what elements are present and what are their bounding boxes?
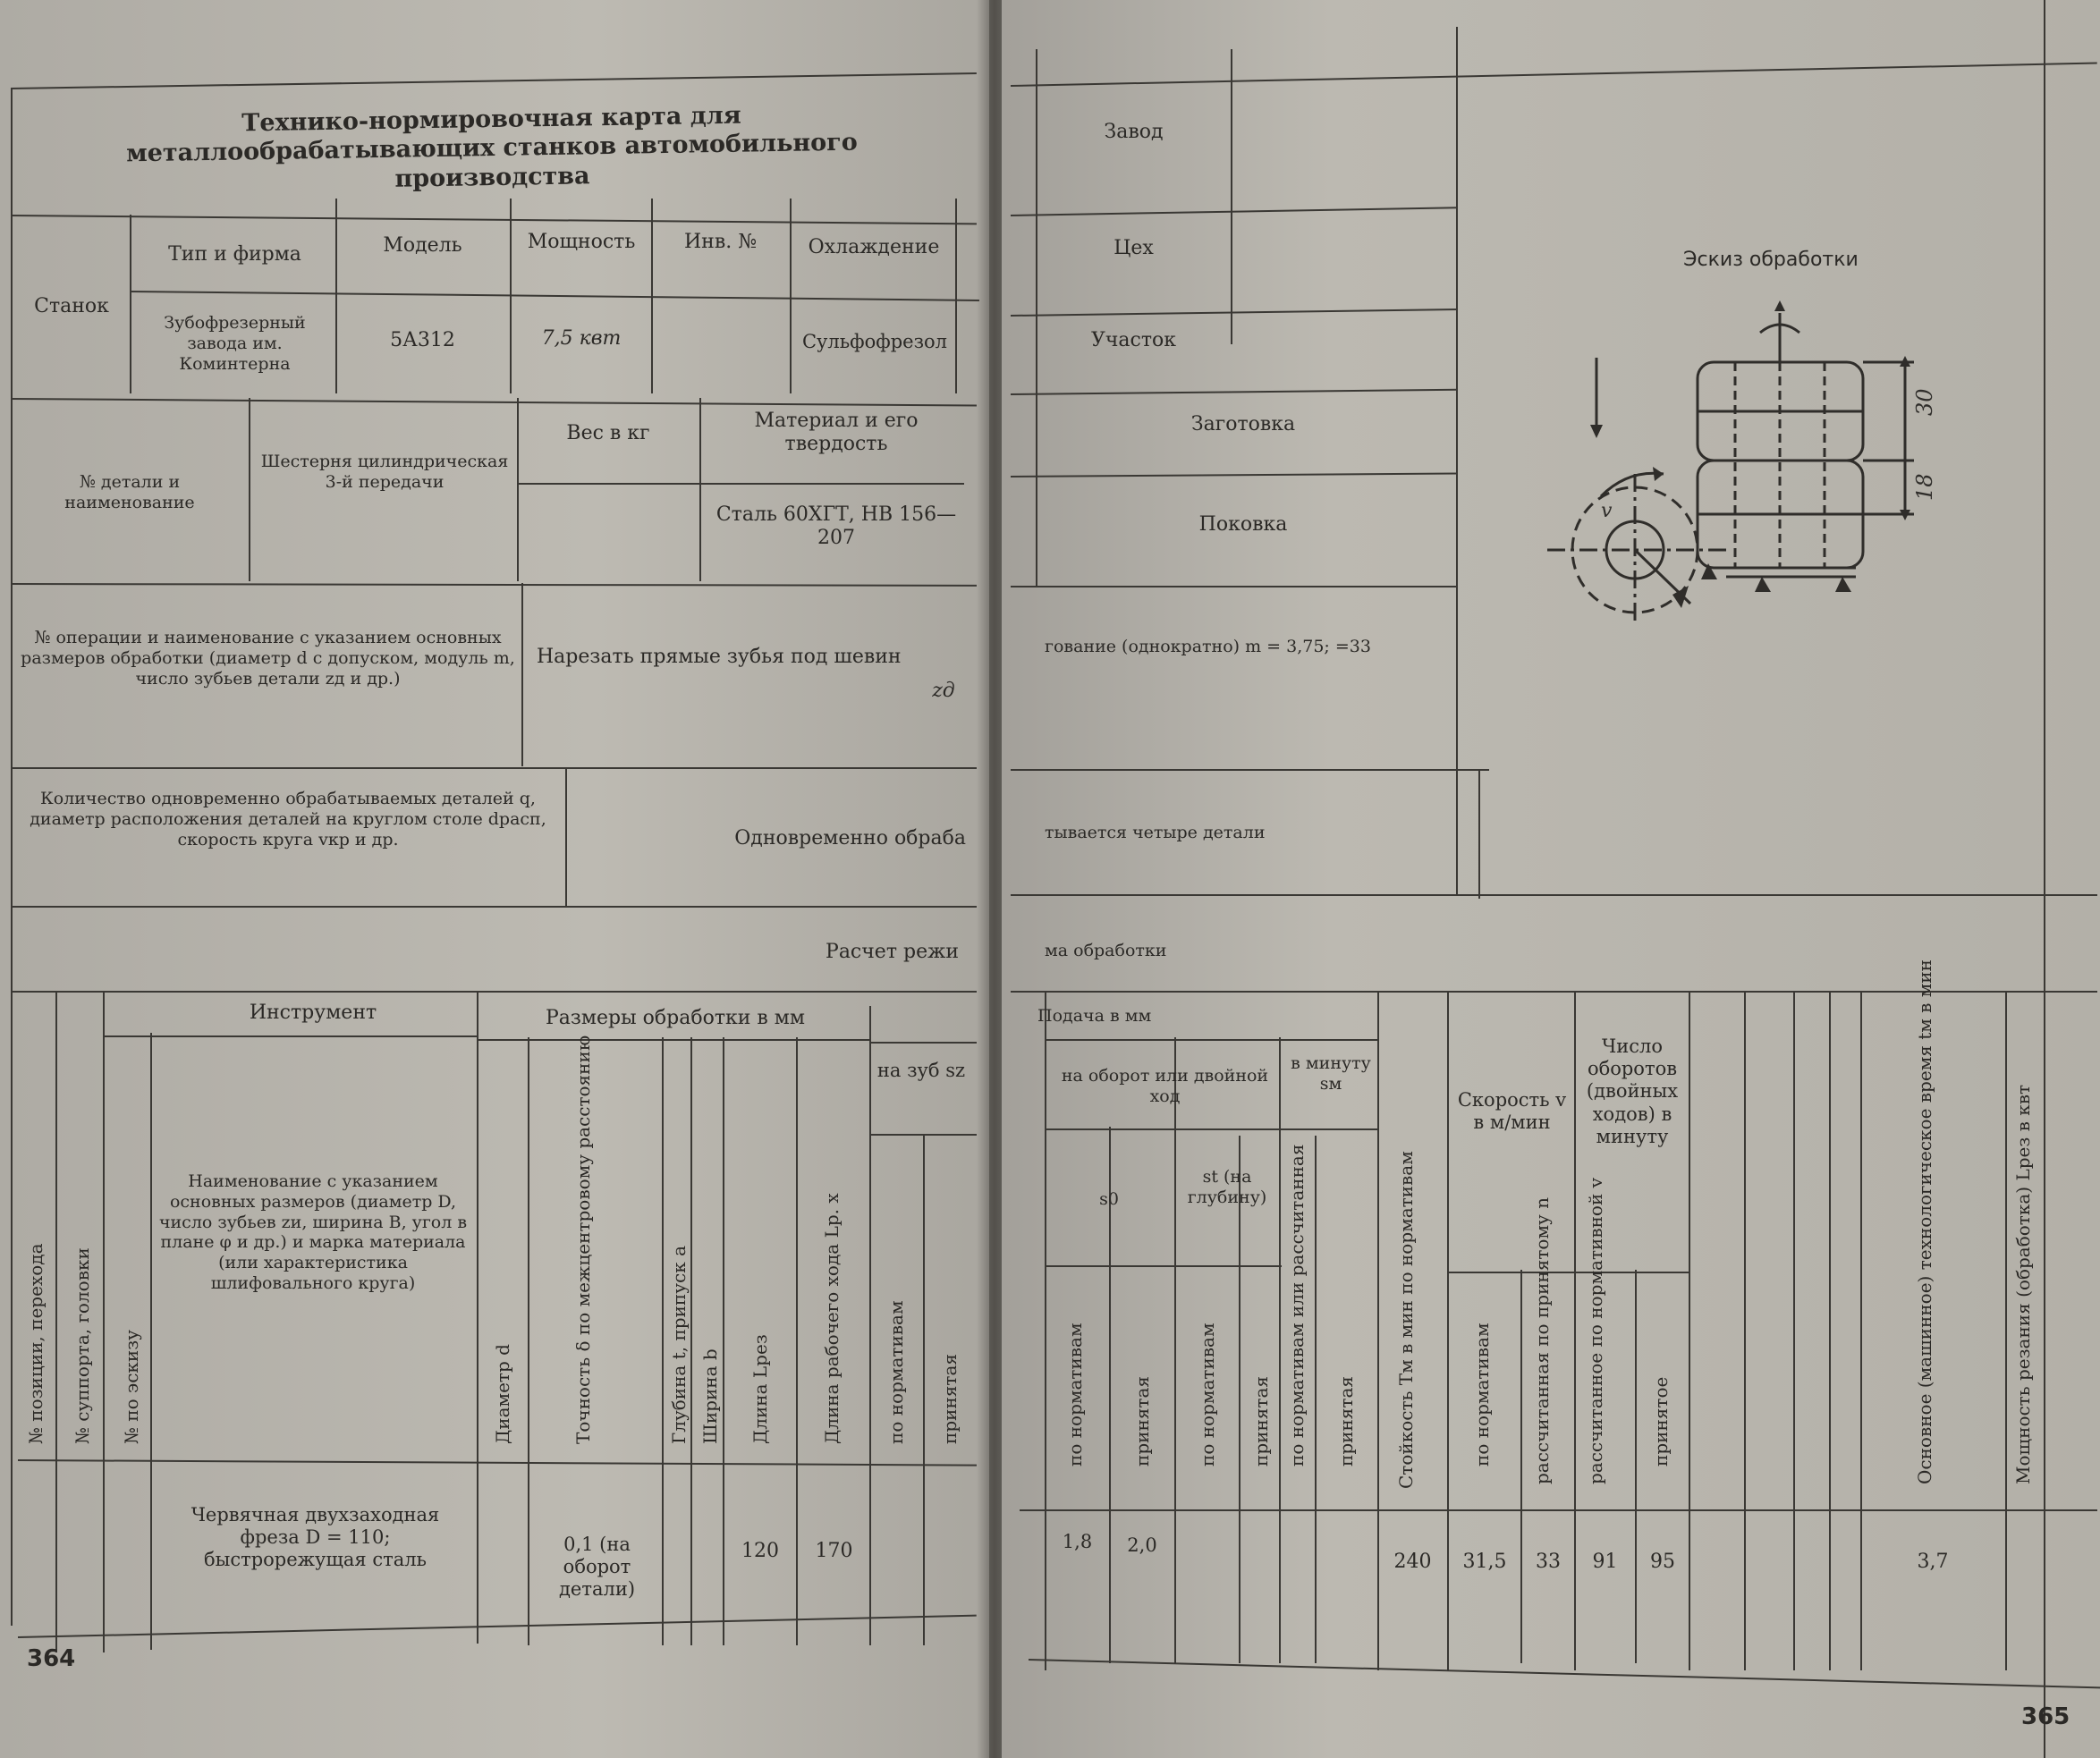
operation-value: Нарезать прямые зубья под шевин xyxy=(537,646,902,668)
power-value: 7,5 квт xyxy=(541,327,622,350)
machining-sketch xyxy=(1547,295,1977,626)
blank-label: Заготовка xyxy=(1190,413,1296,435)
card-title: Технико-нормировочная карта для металлообрабатывающих станков автомобильного производства xyxy=(125,101,858,193)
col-accuracy: Точность δ по межцентровому расстоянию xyxy=(572,1035,594,1444)
cooling-header: Охлаждение xyxy=(808,236,940,258)
operation-cont: гование (однократно) m = 3,75; =33 xyxy=(1045,637,1371,656)
col-s0-accepted: принятая xyxy=(1131,1375,1153,1466)
weight-label: Вес в кг xyxy=(566,422,650,444)
simultaneous-label: Количество одновременно обрабатываемых деталей q, диаметр расположения деталей на круглом столе dрасп, скорость круга vкр и др. xyxy=(30,789,546,849)
row-tool: Червячная двухзаходная фреза D = 110; быстрорежущая сталь xyxy=(191,1504,440,1571)
col-revs-accepted: принятое xyxy=(1650,1376,1672,1466)
revs-header: Число оборотов (двойных ходов) в минуту xyxy=(1586,1035,1679,1147)
col-per-tooth-accepted: принятая xyxy=(939,1353,961,1444)
machine-label: Станок xyxy=(34,295,109,317)
sketch-dim-18: 18 xyxy=(1912,473,1937,501)
simultaneous-cont: тывается четыре детали xyxy=(1045,823,1266,842)
row-main-time: 3,7 xyxy=(1917,1551,1949,1573)
col-per-tooth-norm: по нормативам xyxy=(885,1300,907,1444)
s0-header: s0 xyxy=(1099,1189,1119,1209)
calc-mode-label: Расчет режи xyxy=(826,941,959,963)
col-support: № суппорта, головки xyxy=(72,1247,93,1444)
row-tool-life: 240 xyxy=(1393,1551,1432,1573)
blank-value: Поковка xyxy=(1198,513,1288,536)
row-revs-calc: 91 xyxy=(1592,1551,1618,1573)
row-lrx: 170 xyxy=(815,1540,853,1562)
col-tool-life: Стойкость Tм в мин по нормативам xyxy=(1395,1151,1417,1489)
row-s0-accepted: 2,0 xyxy=(1127,1534,1157,1556)
col-diameter: Диаметр d xyxy=(492,1344,513,1444)
row-accuracy: 0,1 (на оборот детали) xyxy=(558,1534,636,1601)
col-sketch: № по эскизу xyxy=(121,1330,142,1444)
col-main-time: Основное (машинное) технологическое время tм в мин xyxy=(1914,959,1935,1484)
sketch-v: v xyxy=(1601,500,1613,522)
part-label: № детали и наименование xyxy=(64,472,195,512)
page-number-right: 365 xyxy=(2021,1703,2070,1730)
cooling-value: Сульфофрезол xyxy=(801,331,948,352)
factory-label: Завод xyxy=(1104,121,1164,143)
type-firm-value: Зубофрезерный завода им. Коминтерна xyxy=(164,313,306,374)
tool-desc: Наименование с указанием основных размеров (диаметр D, число зубьев zи, ширина B, угол в плане φ и др.) и марка материала (или характеристика шлифовального круга) xyxy=(158,1171,468,1293)
col-lrez: Длина Lрез xyxy=(749,1334,771,1444)
material-label: Материал и его твердость xyxy=(754,410,919,456)
model-header: Модель xyxy=(383,234,462,257)
type-firm-header: Тип и фирма xyxy=(168,243,301,266)
row-s0-norm: 1,8 xyxy=(1062,1531,1093,1552)
col-transition: № позиции, перехода xyxy=(25,1243,47,1444)
col-s0-norm: по нормативам xyxy=(1064,1323,1086,1466)
col-cut-power: Мощность резания (обработка) Lрез в квт xyxy=(2012,1084,2034,1484)
section-label: Участок xyxy=(1090,329,1177,351)
model-value: 5А312 xyxy=(390,329,455,351)
st-header: st (на глубину) xyxy=(1187,1167,1267,1207)
operation-z-note: zд xyxy=(932,680,955,702)
inv-no-header: Инв. № xyxy=(683,231,758,253)
per-tooth-label: на зуб sz xyxy=(876,1060,966,1081)
row-revs-accepted: 95 xyxy=(1650,1551,1675,1573)
simultaneous-value: Одновременно обраба xyxy=(734,827,966,849)
col-lrx: Длина рабочего хода Lр. х xyxy=(821,1193,843,1444)
per-rev-header: на оборот или двойной ход xyxy=(1061,1066,1269,1106)
col-width: Ширина b xyxy=(699,1348,721,1444)
operation-label: № операции и наименование с указанием основных размеров обработки (диаметр d с допуском, модуль m, число зубьев детали zд и др.) xyxy=(21,628,515,689)
col-speed-calc: рассчитанная по принятому n xyxy=(1531,1196,1553,1484)
row-lrez: 120 xyxy=(741,1540,779,1562)
sketch-title: Эскиз обработки xyxy=(1683,249,1859,271)
page-number-left: 364 xyxy=(27,1645,76,1672)
dims-header: Размеры обработки в мм xyxy=(546,1007,805,1029)
shop-label: Цех xyxy=(1114,237,1154,259)
per-min-header: в минуту sм xyxy=(1291,1053,1371,1094)
col-st-accepted: принятая xyxy=(1250,1375,1272,1466)
calc-mode-cont: ма обработки xyxy=(1045,941,1167,960)
col-min-norm-calc: по нормативам или рассчитанная xyxy=(1286,1144,1308,1466)
row-speed-calc: 33 xyxy=(1536,1551,1561,1573)
left-page xyxy=(0,0,989,1758)
feed-header: Подача в мм xyxy=(1037,1006,1152,1026)
right-page xyxy=(1002,0,2100,1758)
tool-header: Инструмент xyxy=(249,1002,377,1024)
col-revs-calc: рассчитанное по нормативной v xyxy=(1585,1178,1606,1484)
col-speed-norm: по нормативам xyxy=(1471,1323,1493,1466)
col-depth: Глубина t, припуск a xyxy=(668,1246,690,1444)
part-name: Шестерня цилиндрическая 3-й передачи xyxy=(260,452,509,492)
power-header: Мощность xyxy=(527,231,636,253)
sketch-dim-30: 30 xyxy=(1912,388,1937,416)
col-st-norm: по нормативам xyxy=(1197,1323,1218,1466)
row-speed-norm: 31,5 xyxy=(1462,1551,1507,1573)
speed-header: Скорость v в м/мин xyxy=(1457,1089,1567,1134)
material-value: Сталь 60ХГТ, НВ 156—207 xyxy=(716,503,957,550)
col-min-accepted: принятая xyxy=(1335,1375,1357,1466)
